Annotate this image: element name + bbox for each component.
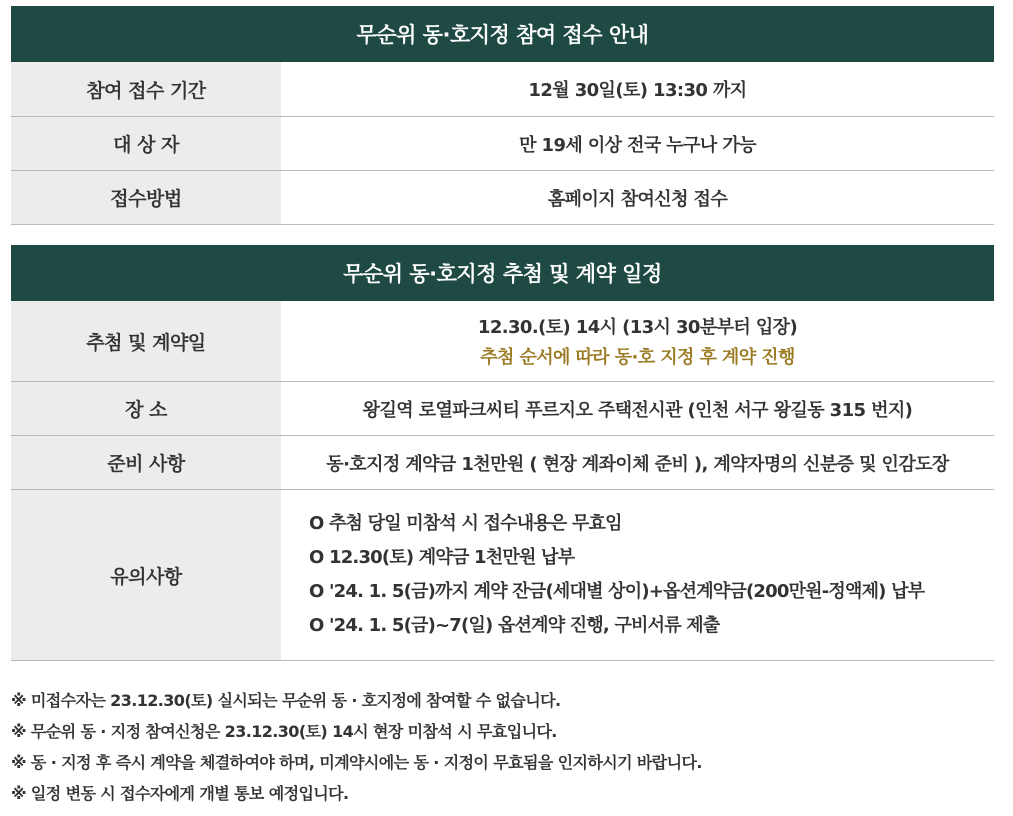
row-label: 대 상 자 — [11, 117, 281, 170]
table-row — [11, 62, 994, 117]
registration-info-table — [11, 6, 994, 225]
row-value: 왕길역 로열파크씨티 푸르지오 주택전시관 (인천 서구 왕길동 315 번지) — [362, 399, 913, 421]
footnotes — [11, 685, 702, 809]
row-label: 유의사항 — [11, 490, 281, 660]
note-item: O 12.30(토) 계약금 1천만원 납부 — [309, 547, 575, 568]
note-item: O 추첨 당일 미참석 시 접수내용은 무효임 — [309, 513, 622, 534]
row-value: 동·호지정 계약금 1천만원 ( 현장 계좌이체 준비 ), 계약자명의 신분증 및 인감도장 — [326, 453, 949, 475]
row-label: 접수방법 — [11, 171, 281, 224]
table-row — [11, 436, 994, 490]
footnote: ※ 무순위 동 · 지정 참여신청은 23.12.30(토) 14시 현장 미참석 시 무효입니다. — [11, 722, 557, 741]
row-value: 12월 30일(토) 13:30 까지 — [528, 80, 747, 101]
row-label: 준비 사항 — [11, 436, 281, 489]
row-value: 홈페이지 참여신청 접수 — [547, 188, 728, 210]
table-row — [11, 171, 994, 225]
row-label: 장 소 — [11, 382, 281, 435]
section-title: 무순위 동·호지정 추첨 및 계약 일정 — [11, 245, 994, 301]
table-row — [11, 301, 994, 382]
table-row — [11, 490, 994, 661]
schedule-time: 12.30.(토) 14시 (13시 30분부터 입장) — [477, 317, 798, 338]
table-row — [11, 382, 994, 436]
section-title: 무순위 동·호지정 참여 접수 안내 — [11, 6, 994, 62]
footnote: ※ 미접수자는 23.12.30(토) 실시되는 무순위 동 · 호지정에 참여할 수 없습니다. — [11, 691, 561, 710]
row-value: 만 19세 이상 전국 누구나 가능 — [519, 134, 756, 156]
note-item: O '24. 1. 5(금)까지 계약 잔금(세대별 상이)+옵션계약금(200만원-정액제) 납부 — [309, 581, 925, 602]
notes-list — [281, 490, 994, 660]
table-row — [11, 117, 994, 171]
row-value — [281, 301, 994, 381]
row-label: 추첨 및 계약일 — [11, 301, 281, 381]
schedule-highlight: 추첨 순서에 따라 동·호 지정 후 계약 진행 — [480, 347, 795, 368]
footnote: ※ 일정 변동 시 접수자에게 개별 통보 예정입니다. — [11, 784, 349, 803]
row-label: 참여 접수 기간 — [11, 62, 281, 116]
note-item: O '24. 1. 5(금)~7(일) 옵션계약 진행, 구비서류 제출 — [309, 615, 720, 636]
footnote: ※ 동 · 지정 후 즉시 계약을 체결하여야 하며, 미계약시에는 동 · 지정이 무효됨을 인지하시기 바랍니다. — [11, 753, 702, 772]
lottery-schedule-table — [11, 245, 994, 661]
